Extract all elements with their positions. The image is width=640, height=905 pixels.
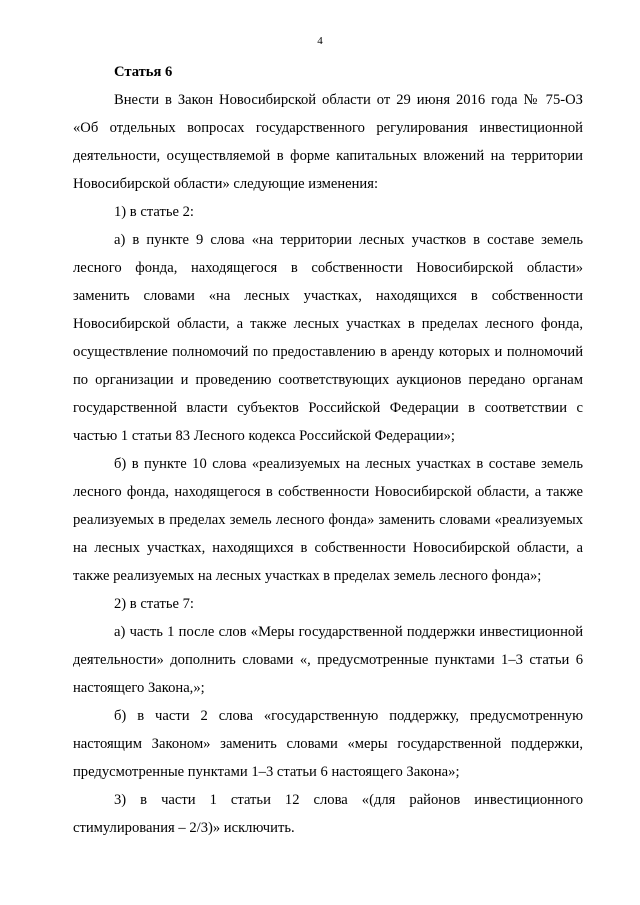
paragraph-item-1: 1) в статье 2: [114, 204, 194, 220]
paragraph-item-1a: а) в пункте 9 слова «на территории лесных участков в составе земель лесного фонда, находящегося в собственности Новосибирской области» заменить словами «на лесных участках, находящихся в собственности Новосибирской области, а также лесных участках в пределах лесного фонда, осуществление полномочий по предоставлению в аренду которых и полномочий по организации и проведению соответствующих аукционов передано органам государственной власти субъектов Российской Федерации в соответствии с частью 1 статьи 83 Лесного кодекса Российской Федерации»; [73, 232, 583, 444]
paragraph-item-2: 2) в статье 7: [114, 596, 194, 612]
paragraph-item-2b: б) в части 2 слова «государственную поддержку, предусмотренную настоящим Законом» заменить словами «меры государственной поддержки, предусмотренные пунктами 1–3 статьи 6 настоящего Закона»; [73, 708, 583, 780]
page-number: 4 [317, 35, 323, 47]
paragraph-item-2a: а) часть 1 после слов «Меры государственной поддержки инвестиционной деятельности» дополнить словами «, предусмотренные пунктами 1–3 статьи 6 настоящего Закона,»; [73, 624, 583, 696]
paragraph-item-1b: б) в пункте 10 слова «реализуемых на лесных участках в составе земель лесного фонда, находящегося в собственности Новосибирской области, а также реализуемых в пределах земель лесного фонда» заменить словами «реализуемых на лесных участках, находящихся в собственности Новосибирской области, а также реализуемых на лесных участках в пределах земель лесного фонда»; [73, 456, 583, 584]
article-heading: Статья 6 [114, 64, 173, 80]
paragraph-item-3: 3) в части 1 статьи 12 слова «(для районов инвестиционного стимулирования – 2/3)» исключить. [73, 792, 583, 836]
document-body [73, 58, 583, 842]
paragraph-intro: Внести в Закон Новосибирской области от 29 июня 2016 года № 75-ОЗ «Об отдельных вопросах государственного регулирования инвестиционной деятельности, осуществляемой в форме капитальных вложений на территории Новосибирской области» следующие изменения: [73, 92, 583, 192]
